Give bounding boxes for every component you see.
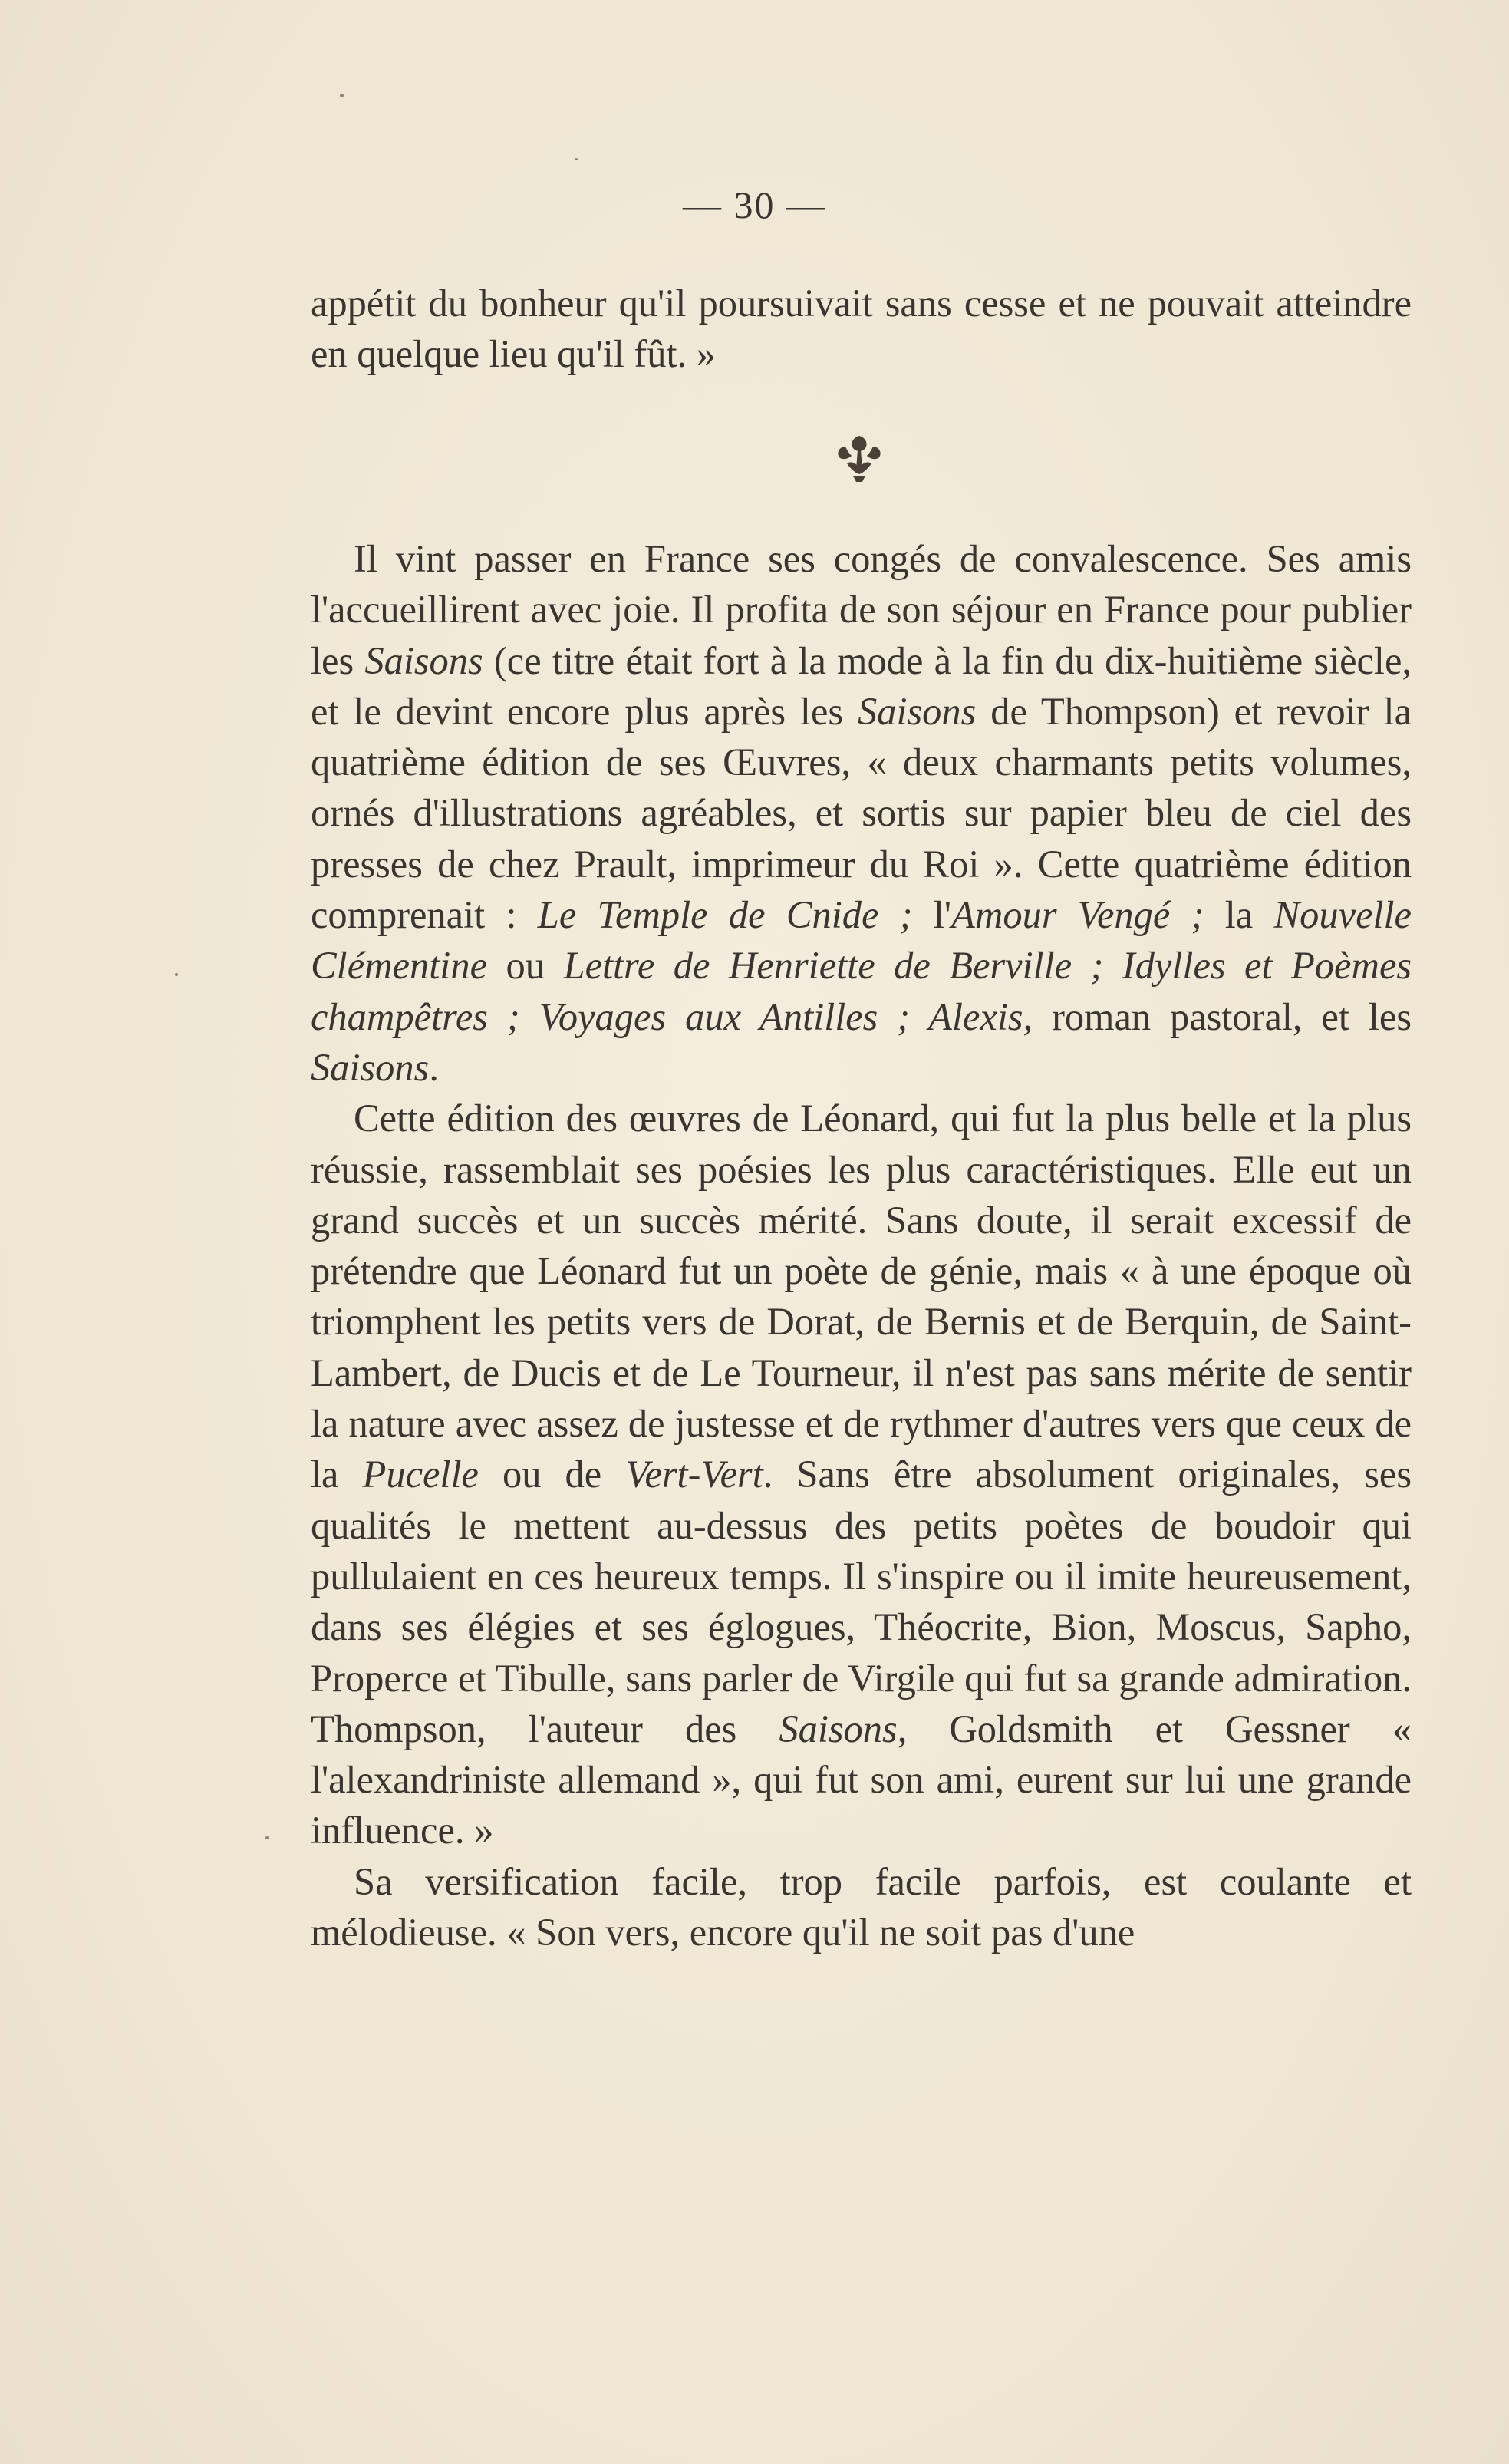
paragraph-1 [311, 533, 1412, 1093]
italic-title-run: Vert-Vert [625, 1453, 763, 1496]
text-block-main [311, 533, 1412, 1958]
text-run: ou [487, 944, 564, 988]
text-run: roman pastoral, et les [1033, 995, 1412, 1038]
italic-title-run: Le Temple de Cnide ; [537, 893, 913, 937]
paragraph-2 [311, 1093, 1412, 1855]
text-run: ou de [478, 1453, 626, 1496]
italic-title-run: Pucelle [362, 1453, 479, 1496]
paper-speck [340, 94, 344, 97]
text-run: (ce titre était fort à la mode à la fin du dix-huitième siècle, et le devint encore plus après les [311, 638, 1412, 733]
italic-title-run: Nouvelle Clémentine [311, 893, 1412, 988]
italic-title-run: Lettre de Henriette de Berville ; Idylles et Poèmes champêtres ; Voyages aux Antilles ; Alexis, [311, 944, 1412, 1038]
italic-title-run: Saisons [364, 638, 483, 682]
page-number: — 30 — [683, 183, 826, 226]
fleuron-icon [830, 430, 888, 488]
paragraph-3 [311, 1856, 1412, 1958]
italic-title-run: Saisons [779, 1707, 898, 1750]
paper-speck [575, 158, 578, 160]
italic-title-run: Saisons [311, 1045, 430, 1089]
text-run: Il vint passer en France ses congés de convalescence. Ses amis l'accueillirent avec joie. Il profita de son séjour en France pour publier les [311, 537, 1412, 682]
paragraph-continuation: appétit du bonheur qu'il poursuivait sans cesse et ne pouvait atteindre en quelque lieu qu'il fût. » [311, 282, 1412, 376]
paper-speck [265, 1836, 269, 1839]
text-block-top [311, 278, 1412, 380]
text-run: la [1204, 893, 1274, 937]
italic-title-run: Amour Vengé ; [951, 893, 1204, 937]
text-run: . Sans être absolument originales, ses qualités le mettent au-dessus des petits poètes de boudoir qui pullulaient en ces heureux temps. Il s'inspire ou il imite heureusement, dans ses élégies et ses églogues, Théocrite, Bion, Moscus, Sapho, Properce et Tibulle, sans parler de Virgile qui fut sa grande admiration. Thompson, l'auteur des [311, 1453, 1412, 1750]
text-run: Cette édition des œuvres de Léonard, qui fut la plus belle et la plus réussie, rassemblait ses poésies les plus caractéristiques. Elle eut un grand succès et un succès mérité. Sans doute, il serait excessif de prétendre que Léonard fut un poète de génie, mais « à une époque où triomphent les petits vers de Dorat, de Bernis et de Berquin, de Saint-Lambert, de Ducis et de Le Tourneur, il n'est pas sans mérite de sentir la nature avec assez de justesse et de rythmer d'autres vers que ceux de la [311, 1097, 1412, 1496]
text-run: Sa versification facile, trop facile parfois, est coulante et mélodieuse. « Son vers, encore qu'il ne soit pas d'une [311, 1859, 1412, 1954]
text-run: , Goldsmith et Gessner « l'alexandriniste allemand », qui fut son ami, eurent sur lui une grande influence. » [311, 1707, 1412, 1852]
text-run: l' [912, 893, 951, 937]
italic-title-run: Saisons [857, 689, 977, 733]
text-run: . [429, 1045, 439, 1089]
paper-speck [175, 973, 178, 976]
text-run: de Thompson) et revoir la quatrième édition de ses Œuvres, « deux charmants petits volumes, ornés d'illustrations agréables, et sortis sur papier bleu de ciel des presses de chez Prault, imprimeur du Roi ». Cette quatrième édition comprenait : [311, 689, 1412, 937]
